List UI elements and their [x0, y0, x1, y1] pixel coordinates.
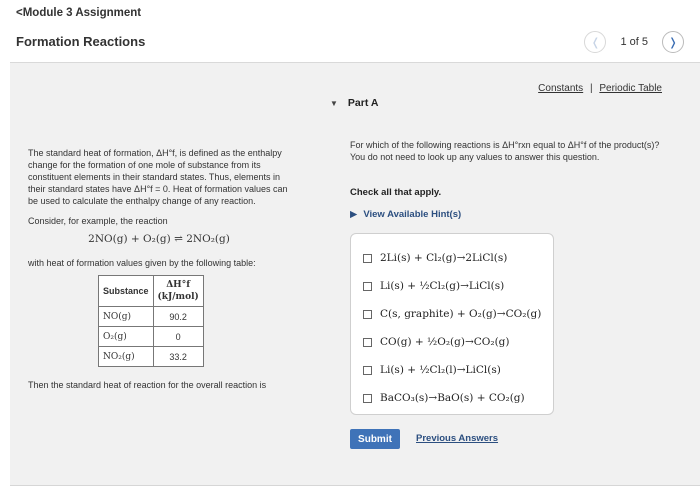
check-all-instruction: Check all that apply.	[350, 187, 442, 198]
answer-option[interactable]	[351, 328, 553, 356]
resource-links	[538, 83, 662, 94]
table-cell-value: 90.2	[153, 307, 203, 327]
table-header-row	[99, 276, 204, 307]
header-dh-units: (kJ/mol)	[157, 292, 199, 302]
chevron-right-icon: ❭	[668, 36, 678, 49]
table-cell-value: 0	[153, 327, 203, 347]
answer-options	[350, 233, 554, 415]
option-label: C(s, graphite) + O₂(g)→CO₂(g)	[380, 308, 542, 320]
question-text: For which of the following reactions is ΔH°rxn equal to ΔH°f of the product(s)? You do not need to look up any values to answer this question.	[350, 140, 660, 162]
answer-option[interactable]	[351, 272, 553, 300]
intro-text: The standard heat of formation, ΔH°f, is defined as the enthalpy change for the formation of one mole of substance from its constituent elements in their standard states. Thus, elements in their standard states have ΔH°f = 0. Heat of formation values can be used to calculate the enthalpy change of any reaction.	[28, 148, 288, 206]
periodic-table-link[interactable]: Periodic Table	[599, 83, 662, 94]
part-a-header[interactable]	[330, 97, 378, 109]
collapse-triangle-icon: ▼	[330, 98, 338, 108]
link-separator: |	[589, 83, 593, 94]
checkbox[interactable]	[363, 338, 372, 347]
table-row	[99, 327, 204, 347]
header-substance: Substance	[99, 276, 154, 307]
back-to-module-link[interactable]: <Module 3 Assignment	[16, 7, 142, 19]
header-dh	[153, 276, 203, 307]
option-label: BaCO₃(s)→BaO(s) + CO₂(g)	[380, 392, 525, 404]
header-dh-symbol: ΔH°f	[166, 280, 191, 290]
previous-answers-link[interactable]: Previous Answers	[416, 433, 499, 444]
checkbox[interactable]	[363, 254, 372, 263]
answer-option[interactable]	[351, 356, 553, 384]
option-label: 2Li(s) + Cl₂(g)→2LiCl(s)	[380, 252, 508, 264]
table-intro-text: with heat of formation values given by the following table:	[28, 258, 256, 268]
pager	[584, 31, 684, 53]
table-row	[99, 347, 204, 367]
option-label: Li(s) + ½Cl₂(g)→LiCl(s)	[380, 280, 505, 292]
pager-count: 1 of 5	[620, 36, 648, 48]
answer-option[interactable]	[351, 384, 553, 412]
expand-triangle-icon: ▶	[350, 209, 358, 220]
table-cell-substance: NO₂(g)	[99, 347, 154, 367]
option-label: Li(s) + ½Cl₂(l)→LiCl(s)	[380, 364, 501, 376]
checkbox[interactable]	[363, 282, 372, 291]
submit-button[interactable]: Submit	[350, 429, 400, 449]
constants-link[interactable]: Constants	[538, 83, 584, 94]
table-cell-substance: NO(g)	[99, 307, 154, 327]
conclusion-text: Then the standard heat of reaction for the overall reaction is	[28, 380, 267, 390]
next-page-button[interactable]	[662, 31, 684, 53]
table-row	[99, 307, 204, 327]
top-header	[0, 0, 700, 62]
consider-text: Consider, for example, the reaction	[28, 216, 168, 226]
checkbox[interactable]	[363, 394, 372, 403]
answer-option[interactable]	[351, 244, 553, 272]
page-title: Formation Reactions	[16, 34, 146, 49]
hint-label: View Available Hint(s)	[363, 209, 462, 220]
part-label: Part A	[347, 97, 379, 109]
chevron-left-icon: ❬	[590, 36, 601, 49]
main-content	[10, 62, 700, 486]
intro-panel	[28, 147, 290, 391]
question-panel	[310, 63, 700, 486]
checkbox[interactable]	[363, 366, 372, 375]
option-label: CO(g) + ½O₂(g)→CO₂(g)	[380, 336, 510, 348]
table-cell-value: 33.2	[153, 347, 203, 367]
example-equation: 2NO(g) + O₂(g) ⇌ 2NO₂(g)	[88, 233, 230, 245]
view-hints-toggle[interactable]	[350, 209, 461, 220]
prev-page-button[interactable]	[584, 31, 606, 53]
answer-option[interactable]	[351, 300, 553, 328]
table-cell-substance: O₂(g)	[99, 327, 154, 347]
heat-of-formation-table	[98, 275, 204, 367]
checkbox[interactable]	[363, 310, 372, 319]
